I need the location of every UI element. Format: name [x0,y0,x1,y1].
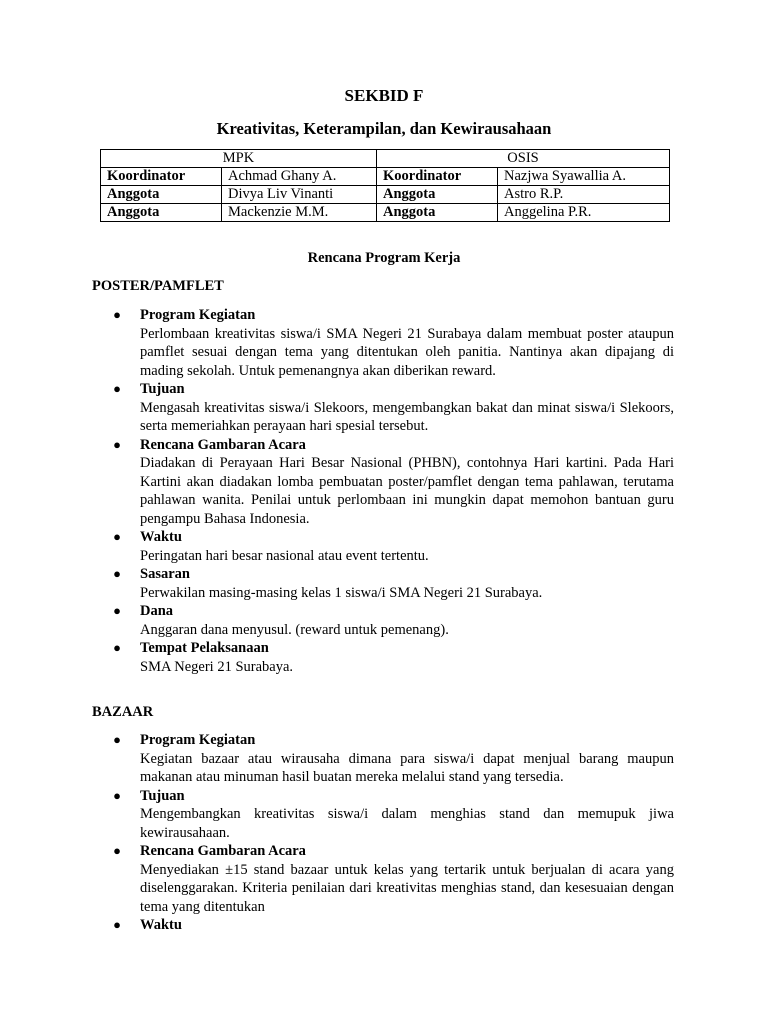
list-item [112,602,674,639]
section-items-bazaar [112,731,674,935]
item-label: Rencana Gambaran Acara [140,436,306,453]
program-heading: Rencana Program Kerja [307,250,461,266]
bullet-icon: ● [113,732,121,747]
list-item [112,436,674,529]
group-header-osis: OSIS [377,150,670,168]
item-label: Tujuan [140,787,185,804]
bullet-icon: ● [113,603,121,618]
list-item [112,731,674,787]
table-row [101,186,670,204]
mpk-role-cell: Anggota [101,186,222,204]
osis-name-cell: Astro R.P. [498,186,670,204]
item-label: Program Kegiatan [140,732,256,748]
document-subtitle: Kreativitas, Keterampilan, dan Kewirausahaan [216,119,552,138]
document-title: SEKBID F [344,86,424,105]
item-text: Mengasah kreativitas siswa/i Slekoors, mengembangkan bakat dan minat siswa/i Slekoors, serta memeriahkan perayaan hari spesial tersebut. [140,399,674,434]
list-item [112,528,674,565]
item-label: Rencana Gambaran Acara [140,843,306,859]
bullet-icon: ● [113,917,121,932]
list-item [112,842,674,916]
list-item [112,306,674,380]
item-text: Diadakan di Perayaan Hari Besar Nasional (PHBN), contohnya Hari kartini. Pada Hari Kartini akan diadakan lomba pembuatan poster/pamflet dengan tema pahlawan, terutama pahlawan wanita. Penilai untuk perlombaan ini mungkin dapat memohon bantuan guru pengampu Bahasa Indonesia. [140,455,674,527]
item-label: Dana [140,603,174,619]
bullet-icon: ● [113,843,121,858]
team-table [100,149,670,222]
mpk-name-cell: Mackenzie M.M. [222,204,377,222]
mpk-role-cell: Koordinator [101,168,222,186]
mpk-name-cell: Divya Liv Vinanti [222,186,377,204]
item-text: Anggaran dana menyusul. (reward untuk pemenang). [140,621,449,638]
table-header-row [101,150,670,168]
osis-role-cell: Anggota [377,186,498,204]
list-item [112,639,674,676]
item-label: Waktu [140,529,182,545]
section-items-poster [112,306,674,676]
mpk-role-cell: Anggota [101,204,222,222]
bullet-icon: ● [113,529,121,544]
list-item [112,916,674,935]
osis-role-cell: Koordinator [377,168,498,186]
list-item [112,380,674,436]
item-text: Mengembangkan kreativitas siswa/i dalam menghias stand dan memupuk jiwa kewirausahaan. [140,806,674,841]
list-item [112,787,674,843]
table-row [101,204,670,222]
mpk-name-cell: Achmad Ghany A. [222,168,377,186]
bullet-icon: ● [113,381,121,396]
item-text: Menyediakan ±15 stand bazaar untuk kelas yang tertarik untuk berjualan di acara yang diselenggarakan. Kriteria penilaian dari kreativitas menghias stand, dan kesesuaian dengan tema yang ditentukan [140,861,674,915]
osis-role-cell: Anggota [377,204,498,222]
item-text: Perlombaan kreativitas siswa/i SMA Negeri 21 Surabaya dalam membuat poster ataupun pamflet sesuai dengan tema yang ditentukan oleh panitia. Nantinya akan dipajang di mading sekolah. Untuk pemenangnya akan diberikan reward. [140,325,674,379]
item-label: Waktu [140,917,182,933]
item-text: SMA Negeri 21 Surabaya. [140,658,294,675]
table-row [101,168,670,186]
bullet-icon: ● [113,787,121,803]
item-label: Sasaran [140,566,190,582]
list-item [112,565,674,602]
item-text: Peringatan hari besar nasional atau event tertentu. [140,547,429,564]
item-text: Perwakilan masing-masing kelas 1 siswa/i SMA Negeri 21 Surabaya. [140,584,543,601]
section-heading-bazaar: BAZAAR [92,704,154,720]
item-label: Program Kegiatan [140,307,256,323]
osis-name-cell: Anggelina P.R. [498,204,670,222]
item-text: Kegiatan bazaar atau wirausaha dimana para siswa/i dapat menjual barang maupun makanan atau minuman hasil buatan mereka melalui stand yang tersedia. [140,750,674,785]
item-label: Tempat Pelaksanaan [140,640,269,656]
bullet-icon: ● [113,640,121,655]
bullet-icon: ● [113,436,121,452]
bullet-icon: ● [113,307,121,322]
item-label: Tujuan [140,381,185,397]
section-heading-poster: POSTER/PAMFLET [92,278,224,294]
group-header-mpk: MPK [101,150,377,168]
bullet-icon: ● [113,566,121,581]
osis-name-cell: Nazjwa Syawallia A. [498,168,670,186]
